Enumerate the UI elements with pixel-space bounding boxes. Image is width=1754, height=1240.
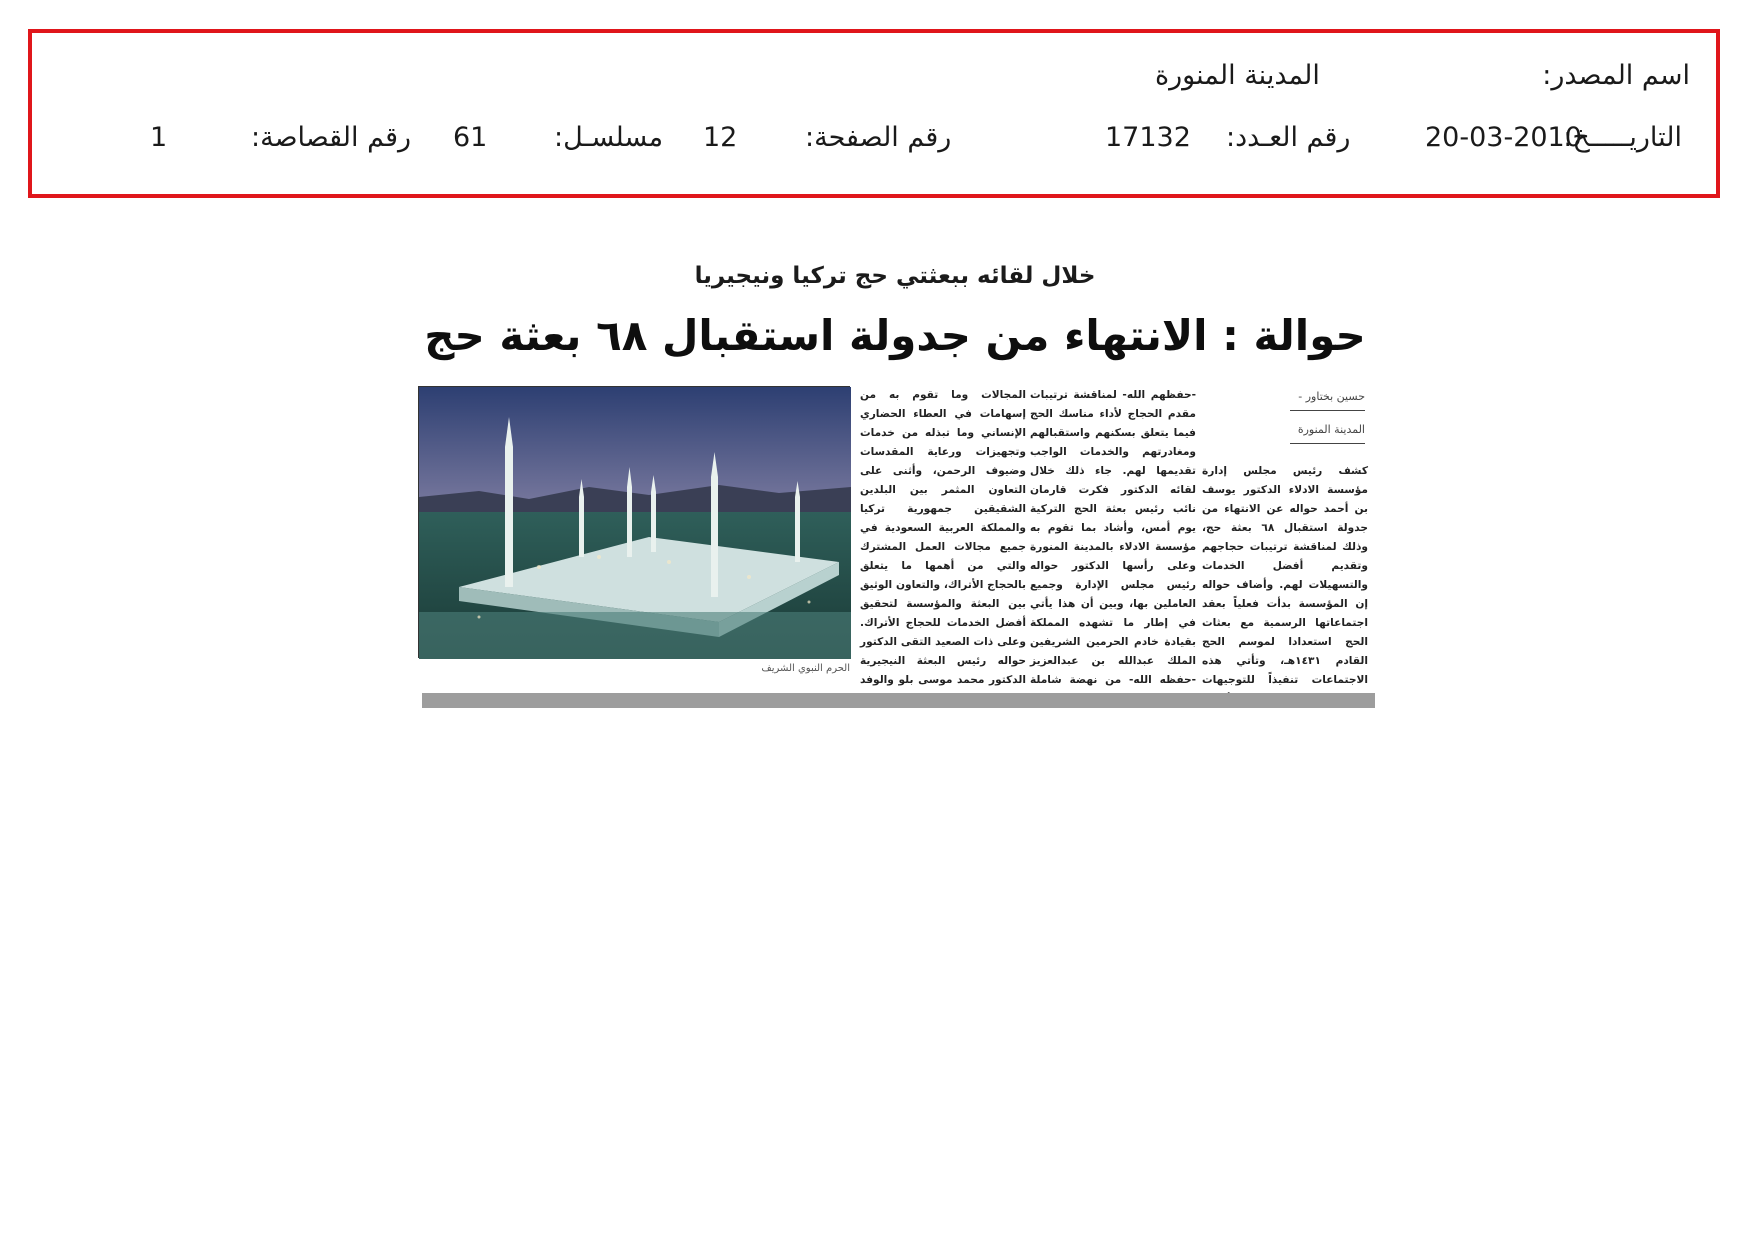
- column-text: كشف رئيس مجلس إدارة مؤسسة الادلاء الدكتور يوسف بن أحمد حواله عن الانتهاء من جدولة استقبال ٦٨ بعثة حج، وذلك لمناقشة ترتيبات حجاجهم وتقديم أفضل الخدمات والتسهيلات لهم. وأضاف حواله إن المؤسسة بدأت فعلياً بعقد اجتماعاتها الرسمية مع بعثات الحج استعدادا لموسم الحج القادم ١٤٣١هـ، وتأتي هذه الاجتماعات تنفيذاً للتوجيهات: [1202, 465, 1368, 686]
- page-value: 12: [703, 122, 738, 153]
- article-headline: حوالة : الانتهاء من جدولة استقبال ٦٨ بعثة حج: [424, 311, 1366, 360]
- column-text: -حفظهم الله- لمناقشة ترتيبات مقدم الحجاج لأداء مناسك الحج فيما يتعلق بسكنهم واستقبالهم ومغادرتهم والخدمات الواجب تقديمها لهم. جاء ذلك خلال لقائه الدكتور فكرت قارمان نائب رئيس بعثة الحج التركية يوم أمس، وأشاد بما تقوم به مؤسسة الادلاء بالمدينة المنورة وعلى رأسها الدكتور حواله رئيس مجلس الإدارة وجميع العاملين بها، وبين أن هذا يأتي في إطار ما تشهده المملكة بقيادة خادم الحرمين الشريفين الملك عبدالله بن عبدالعزيز -حفظه الله- من نهضة شاملة: [1030, 389, 1196, 686]
- article-photo: [418, 386, 850, 658]
- clip-label: رقم القصاصة:: [251, 122, 412, 153]
- source-label: اسم المصدر:: [1542, 60, 1690, 91]
- byline-rule: [1290, 443, 1365, 444]
- column-text: المجالات وما تقوم به من إسهامات في العطاء الحضاري الإنساني وما تبذله من خدمات وتجهيزات ورعاية المقدسات وضيوف الرحمن، وأثنى على التعاون المثمر بين البلدين الشقيقين جمهورية تركيا والمملكة العربية السعودية في جميع مجالات العمل المشترك والتي من أهمها ما يتعلق بالحجاج الأتراك، والتعاون الوثيق بين البعثة والمؤسسة لتحقيق أفضل الخدمات للحجاج الأتراك. وعلى ذات الصعيد التقى الدكتور حواله رئيس البعثة النيجيرية الدكتور محمد موسى بلو والوفد: [860, 389, 1026, 686]
- article-column-2: [1030, 386, 1196, 686]
- article-column-3: [860, 386, 1026, 686]
- byline-place: المدينة المنورة: [1297, 423, 1365, 436]
- serial-label: مسلسـل:: [554, 122, 664, 153]
- issue-value: 17132: [1105, 122, 1191, 153]
- date-label: التاريـــــخ:: [1563, 122, 1682, 153]
- issue-label: رقم العـدد:: [1226, 122, 1351, 153]
- byline-rule: [1290, 410, 1365, 411]
- serial-value: 61: [453, 122, 488, 153]
- article-kicker: خلال لقائه ببعثتي حج تركيا ونيجيريا: [694, 263, 1096, 289]
- photo-caption: الحرم النبوي الشريف: [761, 663, 850, 674]
- source-value: المدينة المنورة: [1155, 60, 1320, 91]
- date-value: 20-03-2010: [1425, 122, 1582, 153]
- page-label: رقم الصفحة:: [805, 122, 952, 153]
- clip-value: 1: [150, 122, 168, 153]
- article-heading: [415, 255, 1375, 360]
- article-column-1: [1202, 462, 1368, 686]
- clipping-bottom-bar: [422, 693, 1375, 708]
- byline-author: حسين بختاور -: [1298, 390, 1365, 403]
- clipping-metadata-box: [28, 29, 1720, 198]
